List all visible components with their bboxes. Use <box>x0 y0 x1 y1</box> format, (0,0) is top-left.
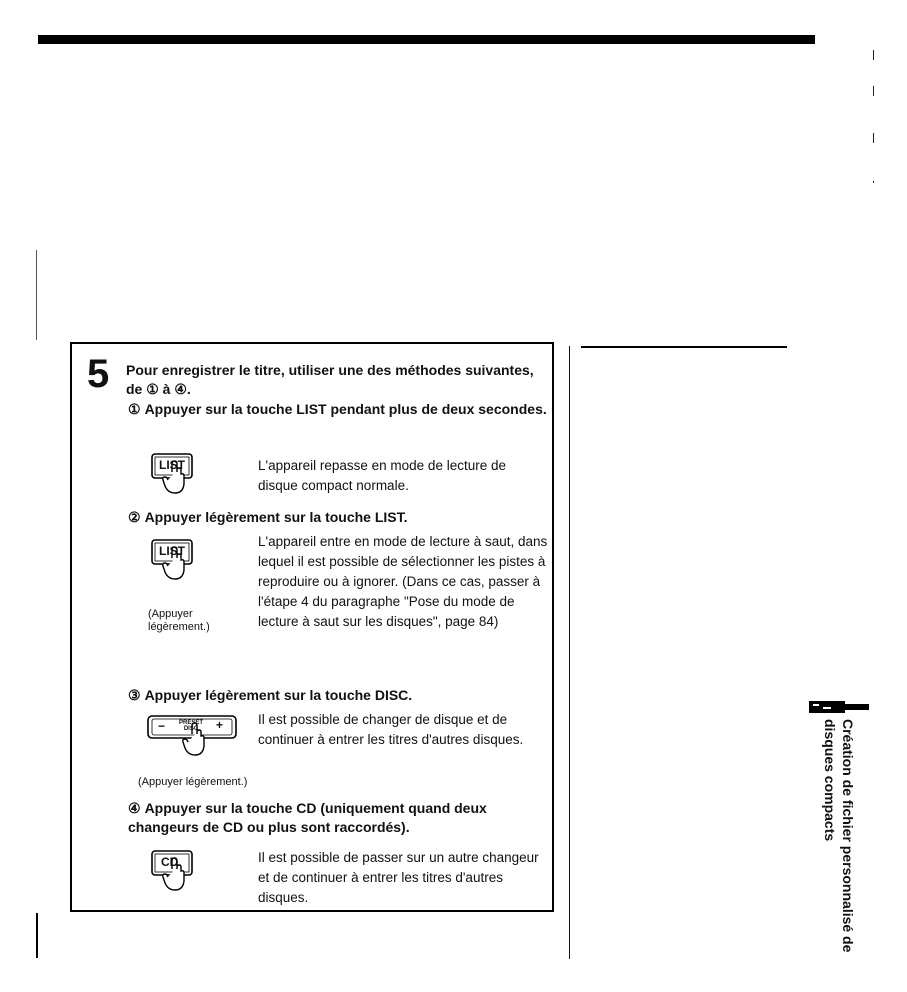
key-label: CD <box>161 855 179 869</box>
method-title: Appuyer sur la touche CD (uniquement quand deux changeurs de CD ou plus sont raccordés). <box>128 800 487 835</box>
method-title: Appuyer sur la touche LIST pendant plus de deux secondes. <box>144 401 547 417</box>
method-2-title <box>128 508 548 527</box>
step-number: 5 <box>87 352 110 396</box>
plus-label: + <box>216 718 224 732</box>
step-heading: Pour enregistrer le titre, utiliser une des méthodes suivantes, de ① à ④. <box>126 362 534 397</box>
method-4-title <box>128 799 548 837</box>
method-2-note: (Appuyer légèrement.) <box>148 608 210 633</box>
method-4-description: Il est possible de passer sur un autre changeur et de continuer à entrer les titres d'autres disques. <box>258 850 539 905</box>
section-tab-marker-icon <box>809 699 871 715</box>
section-side-tab-label: Création de fichier personnalisé de disques compacts <box>822 719 856 953</box>
method-number: ② <box>128 509 141 525</box>
top-rule <box>38 35 815 44</box>
step-box <box>70 342 554 912</box>
margin-tick <box>873 50 874 60</box>
left-margin-rule <box>36 250 37 340</box>
method-number: ① <box>128 401 141 417</box>
column-divider <box>569 346 570 959</box>
method-2-description: L'appareil entre en mode de lecture à saut, dans lequel il est possible de sélectionner les pistes à reproduire ou à ignorer. (Dans ce cas, passer à l'étape 4 du paragraphe "Pose du mode de lecture à saut sur les disques", page 84) <box>258 534 548 629</box>
key-label: LIST <box>159 458 185 472</box>
left-margin-rule <box>36 913 38 958</box>
list-button[interactable] <box>150 538 196 568</box>
method-1-description: L'appareil repasse en mode de lecture de disque compact normale. <box>258 458 506 493</box>
method-number: ③ <box>128 687 141 703</box>
right-column-rule <box>581 346 787 348</box>
minus-label: − <box>158 719 166 733</box>
method-3-description: Il est possible de changer de disque et de continuer à entrer les titres d'autres disques. <box>258 712 524 747</box>
method-title: Appuyer légèrement sur la touche LIST. <box>144 509 408 525</box>
margin-tick <box>873 181 874 183</box>
key-label: PRESET DISC <box>178 720 203 732</box>
method-1-title <box>128 400 548 419</box>
method-number: ④ <box>128 800 141 816</box>
margin-tick <box>873 86 874 96</box>
cd-button[interactable] <box>150 849 196 879</box>
margin-tick <box>873 133 874 143</box>
method-3-title <box>128 686 548 705</box>
preset-disc-button[interactable] <box>146 714 240 764</box>
method-title: Appuyer légèrement sur la touche DISC. <box>144 687 413 703</box>
list-button[interactable] <box>150 452 196 482</box>
method-3-note: (Appuyer légèrement.) <box>138 776 248 788</box>
key-label: LIST <box>159 544 185 558</box>
section-side-tab <box>807 699 875 959</box>
